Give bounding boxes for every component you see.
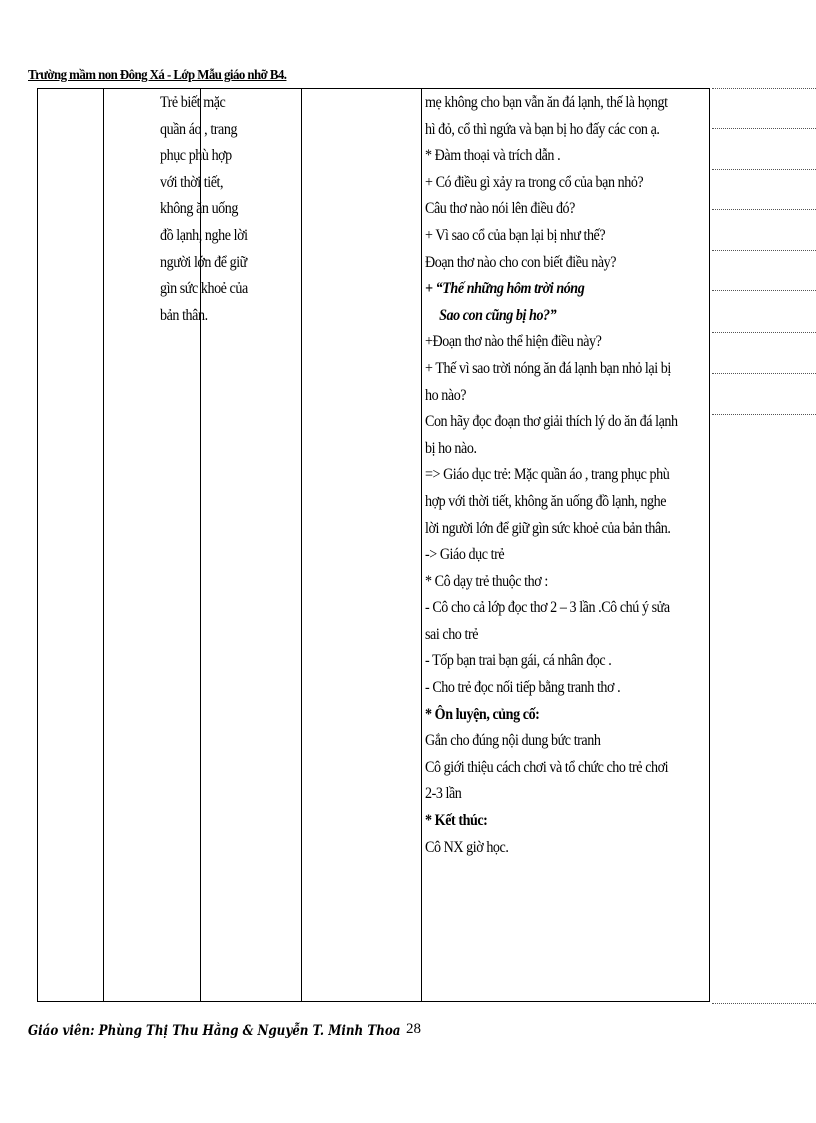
activity-line: Gắn cho đúng nội dung bức tranh <box>425 732 601 750</box>
dotted-rule <box>712 373 816 374</box>
activity-line: hì đỏ, cổ thì ngứa và bạn bị ho đấy các con ạ. <box>425 120 660 138</box>
activity-line: - Cho trẻ đọc nối tiếp bằng tranh thơ . <box>425 679 621 697</box>
activity-line: - Tốp bạn trai bạn gái, cá nhân đọc . <box>425 652 612 670</box>
activity-line: Con hãy đọc đoạn thơ giải thích lý do ăn đá lạnh <box>425 413 678 431</box>
activity-line: * Đàm thoại và trích dẫn . <box>425 147 561 165</box>
dotted-rule <box>712 128 816 129</box>
activity-line: Câu thơ nào nói lên điều đó? <box>425 200 575 218</box>
objective-line: người lớn để giữ <box>160 253 247 271</box>
activity-line: - Cô cho cả lớp đọc thơ 2 – 3 lần .Cô chú ý sửa <box>425 599 670 617</box>
dotted-rule <box>712 250 816 251</box>
objective-line: gìn sức khoẻ của <box>160 280 248 298</box>
objective-line: Trẻ biết mặc <box>160 94 226 111</box>
activity-line: Sao con cũng bị ho?” <box>439 306 557 324</box>
activity-line: Cô NX giờ học. <box>425 838 509 856</box>
notes-column-dotted-lines <box>712 88 816 1004</box>
footer-teacher: Giáo viên: Phùng Thị Thu Hằng & Nguyễn T. Minh Thoa <box>28 1023 401 1039</box>
objective-line: không ăn uống <box>160 200 238 218</box>
objective-line: phục phù hợp <box>160 147 232 165</box>
activity-line: sai cho trẻ <box>425 625 479 643</box>
activity-line: + Thế vì sao trời nóng ăn đá lạnh bạn nhỏ lại bị <box>425 359 671 377</box>
column-divider <box>301 89 302 1001</box>
activity-line: * Kết thúc: <box>425 812 488 830</box>
activity-line: 2-3 lần <box>425 785 462 803</box>
objective-line: bản thân. <box>160 306 208 324</box>
dotted-rule <box>712 1003 816 1004</box>
activity-line: Đoạn thơ nào cho con biết điều này? <box>425 253 617 271</box>
objective-line: quần áo , trang <box>160 120 238 138</box>
activity-line: => Giáo dục trẻ: Mặc quần áo , trang phục phù <box>425 466 670 484</box>
activity-line: bị ho nào. <box>425 439 477 457</box>
activity-line: + “Thế những hôm trời nóng <box>425 280 585 298</box>
column-divider <box>421 89 422 1001</box>
objective-line: với thời tiết, <box>160 173 224 191</box>
activity-line: * Ôn luyện, củng cố: <box>425 705 540 723</box>
activity-line: + Có điều gì xảy ra trong cổ của bạn nhỏ? <box>425 173 644 191</box>
dotted-rule <box>712 169 816 170</box>
activity-line: Cô giới thiệu cách chơi và tổ chức cho trẻ chơi <box>425 758 669 776</box>
page-number: 28 <box>406 1021 421 1037</box>
activity-line: + Vì sao cổ của bạn lại bị như thế? <box>425 226 606 244</box>
dotted-rule <box>712 332 816 333</box>
document-header: Trường mầm non Đông Xá - Lớp Mẫu giáo nhỡ B4. <box>28 68 287 83</box>
objectives-column <box>160 90 270 329</box>
column-divider <box>103 89 104 1001</box>
activity-column <box>425 90 715 861</box>
activity-line: hợp với thời tiết, không ăn uống đồ lạnh, nghe <box>425 492 667 510</box>
activity-line: mẹ không cho bạn vẫn ăn đá lạnh, thế là họngt <box>425 94 668 111</box>
dotted-rule <box>712 414 816 415</box>
activity-line: +Đoạn thơ nào thể hiện điều này? <box>425 333 602 351</box>
dotted-rule <box>712 290 816 291</box>
dotted-rule <box>712 88 816 89</box>
activity-line: ho nào? <box>425 386 467 404</box>
activity-line: lời người lớn để giữ gìn sức khoẻ của bản thân. <box>425 519 671 537</box>
dotted-rule <box>712 209 816 210</box>
objective-line: đồ lạnh, nghe lời <box>160 226 248 244</box>
activity-line: -> Giáo dục trẻ <box>425 546 505 564</box>
activity-line: * Cô dạy trẻ thuộc thơ : <box>425 572 548 590</box>
